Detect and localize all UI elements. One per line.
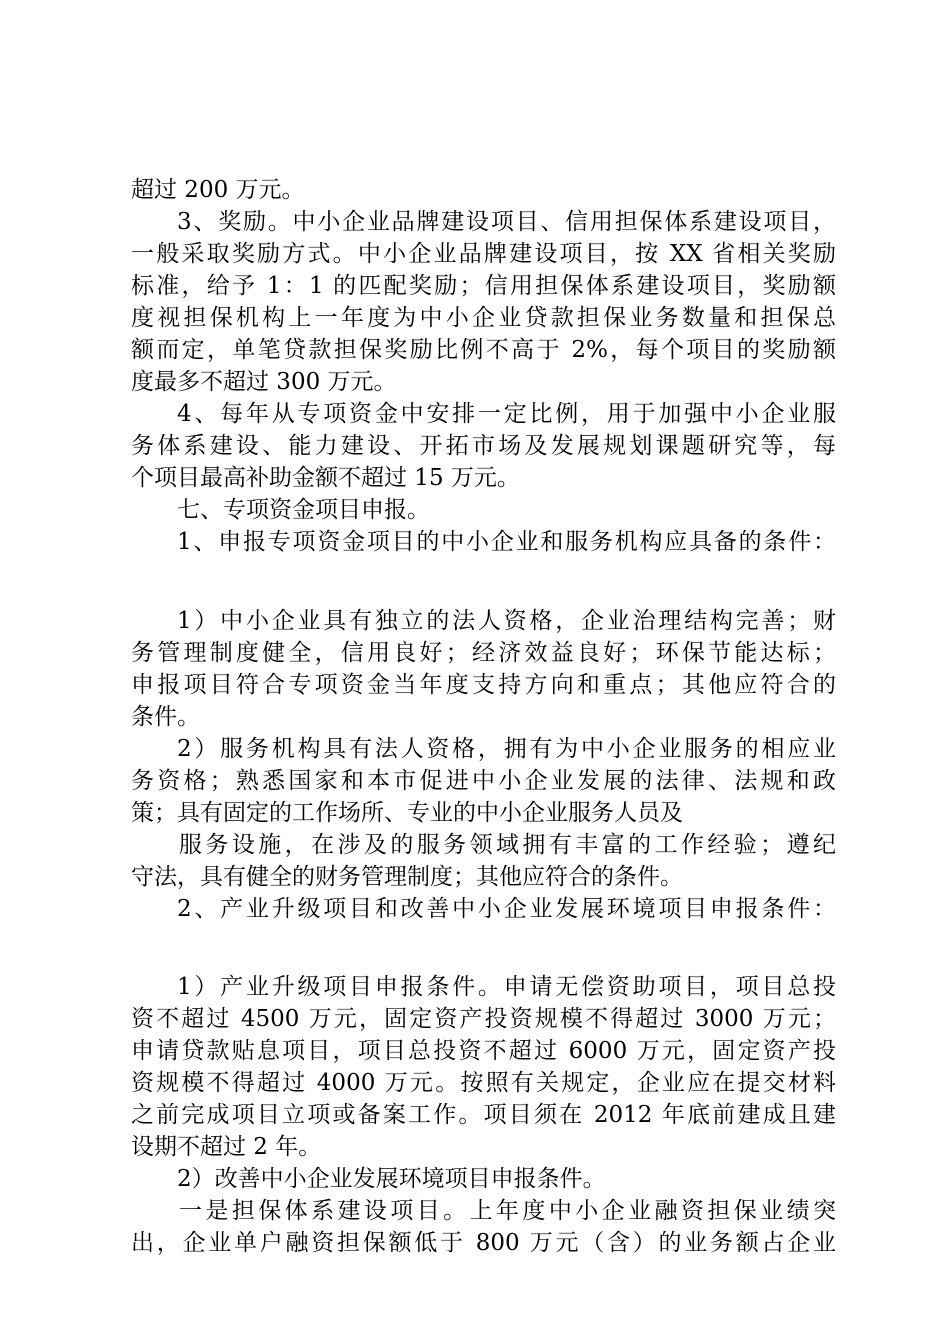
text-line: 3、奖励。中小企业品牌建设项目、信用担保体系建设项目， — [177, 209, 836, 235]
text-line: 2、产业升级项目和改善中小企业发展环境项目申报条件： — [177, 896, 836, 922]
text-line: 服务设施，在涉及的服务领域拥有丰富的工作经验；遵纪 — [179, 832, 836, 858]
text-line: 务管理制度健全，信用良好；经济效益良好；环保节能达标； — [131, 640, 836, 666]
text-line: 资不超过 4500 万元，固定资产投资规模不得超过 3000 万元； — [131, 1006, 836, 1032]
text-line: 资规模不得超过 4000 万元。按照有关规定，企业应在提交材料 — [131, 1070, 836, 1096]
text-line: 条件。 — [131, 704, 200, 730]
text-line: 标准，给予 1：1 的匹配奖励；信用担保体系建设项目，奖励额 — [131, 273, 836, 299]
text-line: 1）中小企业具有独立的法人资格，企业治理结构完善；财 — [177, 608, 836, 634]
text-line: 2）改善中小企业发展环境项目申报条件。 — [177, 1166, 606, 1192]
text-line: 守法，具有健全的财务管理制度；其他应符合的条件。 — [131, 864, 683, 890]
text-line: 策；具有固定的工作场所、专业的中小企业服务人员及 — [131, 800, 683, 826]
text-line: 之前完成项目立项或备案工作。项目须在 2012 年底前建成且建 — [131, 1102, 836, 1128]
text-line: 1、申报专项资金项目的中小企业和服务机构应具备的条件： — [177, 529, 836, 555]
text-line: 一般采取奖励方式。中小企业品牌建设项目，按 XX 省相关奖励 — [131, 241, 836, 267]
text-line: 度最多不超过 300 万元。 — [131, 369, 397, 395]
text-line: 4、每年从专项资金中安排一定比例，用于加强中小企业服 — [177, 401, 836, 427]
text-line: 2）服务机构具有法人资格，拥有为中小企业服务的相应业 — [177, 736, 836, 762]
text-line: 额而定，单笔贷款担保奖励比例不高于 2%，每个项目的奖励额 — [131, 337, 836, 363]
text-line: 一是担保体系建设项目。上年度中小企业融资担保业绩突 — [179, 1198, 836, 1224]
text-line: 度视担保机构上一年度为中小企业贷款担保业务数量和担保总 — [131, 305, 836, 331]
text-line: 申报项目符合专项资金当年度支持方向和重点；其他应符合的 — [131, 672, 836, 698]
text-line: 设期不超过 2 年。 — [131, 1134, 322, 1160]
text-line: 个项目最高补助金额不超过 15 万元。 — [131, 465, 520, 491]
text-line: 申请贷款贴息项目，项目总投资不超过 6000 万元，固定资产投 — [131, 1038, 836, 1064]
text-line: 超过 200 万元。 — [131, 177, 305, 203]
text-line: 1）产业升级项目申报条件。申请无偿资助项目，项目总投 — [177, 974, 836, 1000]
text-line: 务资格；熟悉国家和本市促进中小企业发展的法律、法规和政 — [131, 768, 836, 794]
section-heading: 七、专项资金项目申报。 — [177, 497, 430, 523]
text-line: 务体系建设、能力建设、开拓市场及发展规划课题研究等，每 — [131, 433, 836, 459]
text-line: 出，企业单户融资担保额低于 800 万元（含）的业务额占企业 — [131, 1230, 836, 1256]
